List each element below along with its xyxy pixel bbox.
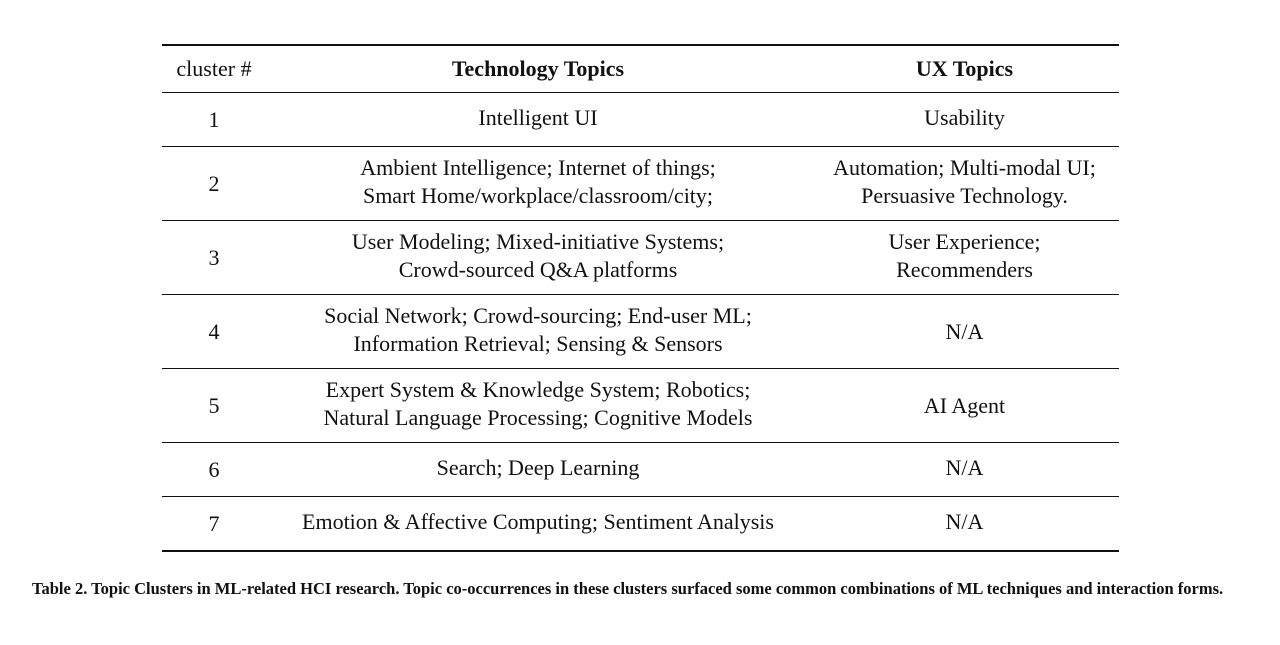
cell-cluster-number: 7	[208, 510, 220, 536]
table-caption: Table 2. Topic Clusters in ML-related HCI research. Topic co-occurrences in these clusters surfaced some common combinations of ML techniques and interaction forms.	[32, 579, 1224, 598]
cell-cluster-number: 5	[208, 392, 220, 418]
table-row	[162, 369, 1119, 443]
cell-line: Crowd-sourced Q&A platforms	[398, 257, 678, 282]
cell-ux-topics: N/A	[945, 318, 984, 344]
cell-line: Smart Home/workplace/classroom/city;	[362, 183, 714, 208]
table-row	[162, 295, 1119, 369]
table-header	[162, 45, 1119, 93]
cell-ux-topics	[810, 147, 1119, 221]
cell-line: N/A	[945, 455, 984, 480]
cell-technology-topics	[266, 443, 810, 497]
cell-cluster-number: 4	[208, 318, 220, 344]
cell-ux-topics: AI Agent	[923, 392, 1006, 418]
cell-ux-topics	[810, 221, 1119, 295]
cell-line: Automation; Multi-modal UI;	[833, 155, 1096, 180]
cell-technology-topics	[266, 295, 810, 369]
table-row	[162, 93, 1119, 147]
cell-cluster-number: 6	[208, 456, 220, 482]
cell-technology-topics	[266, 497, 810, 552]
cell-line: User Experience;	[888, 229, 1041, 254]
cell-cluster-number: 1	[208, 106, 220, 132]
topic-clusters-table-container	[162, 44, 1119, 552]
cell-line: Natural Language Processing; Cognitive Models	[323, 405, 753, 430]
cell-technology-topics	[266, 221, 810, 295]
cell-technology-topics	[266, 93, 810, 147]
cell-line: Persuasive Technology.	[861, 183, 1068, 208]
cell-line: Information Retrieval; Sensing & Sensors	[353, 331, 723, 356]
header-technology-topics: Technology Topics	[451, 56, 625, 81]
cell-line: Expert System & Knowledge System; Robotics;	[325, 377, 751, 402]
cell-line: Usability	[924, 105, 1005, 130]
cell-line: Recommenders	[896, 257, 1033, 282]
table-row	[162, 497, 1119, 552]
cell-ux-topics	[810, 443, 1119, 497]
table-row	[162, 443, 1119, 497]
table-row	[162, 221, 1119, 295]
table-row	[162, 147, 1119, 221]
cell-line: Social Network; Crowd-sourcing; End-user ML;	[324, 303, 752, 328]
table-body	[162, 93, 1119, 552]
cell-ux-topics	[810, 93, 1119, 147]
cell-line: N/A	[945, 509, 984, 534]
header-ux-topics: UX Topics	[915, 56, 1014, 81]
cell-line: Emotion & Affective Computing; Sentiment Analysis	[302, 509, 774, 534]
cell-cluster-number: 3	[208, 244, 220, 270]
cell-line: Ambient Intelligence; Internet of things;	[360, 155, 716, 180]
cell-line: Search; Deep Learning	[436, 455, 640, 480]
cell-line: User Modeling; Mixed-initiative Systems;	[351, 229, 725, 254]
cell-ux-topics	[810, 497, 1119, 552]
header-cluster-number: cluster #	[176, 56, 252, 81]
topic-clusters-table	[162, 44, 1119, 552]
cell-technology-topics	[266, 147, 810, 221]
cell-technology-topics	[266, 369, 810, 443]
cell-cluster-number: 2	[208, 170, 220, 196]
table-header-row	[162, 45, 1119, 93]
cell-line: Intelligent UI	[478, 105, 598, 130]
